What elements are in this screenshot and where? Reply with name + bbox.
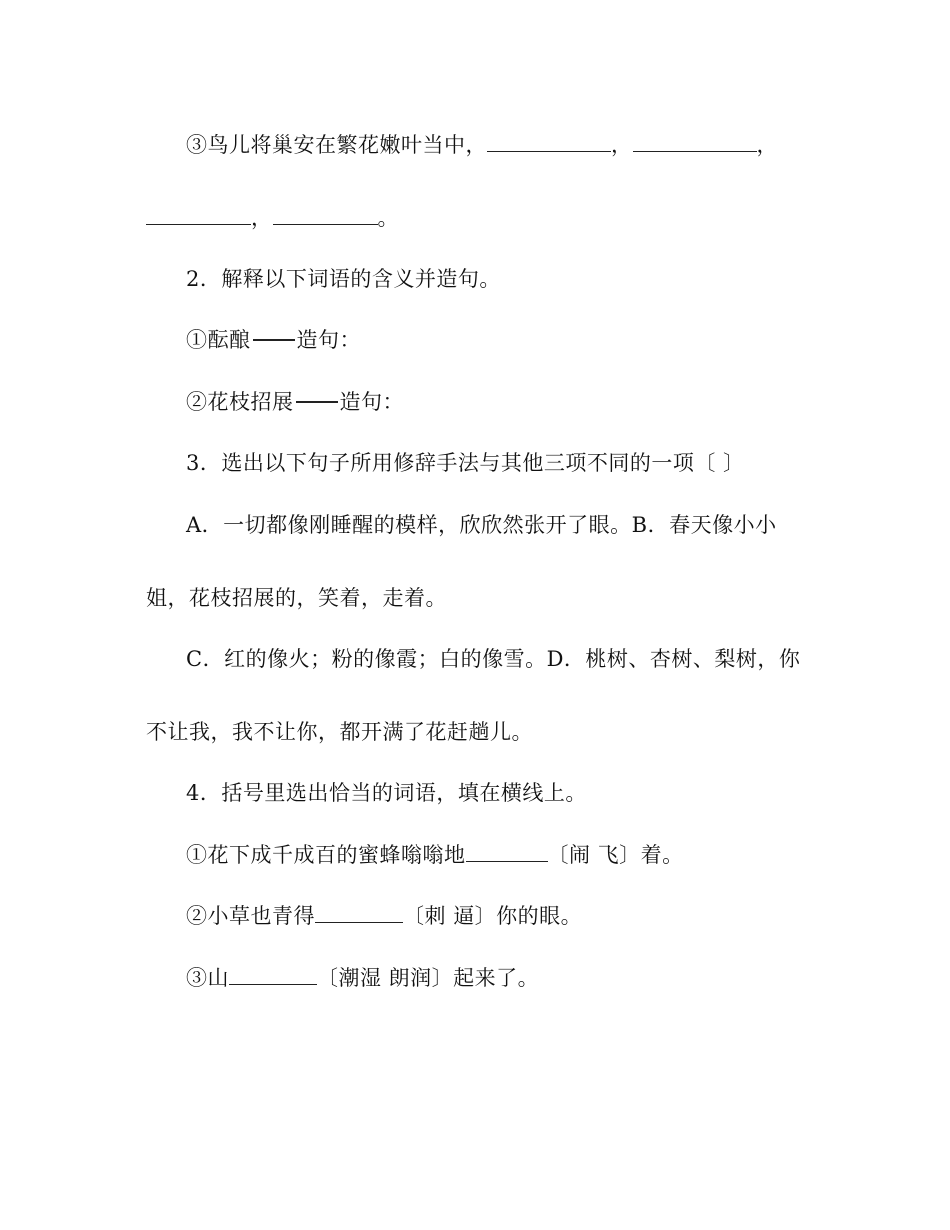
- q1-item3-line2: [146, 204, 399, 232]
- q4-item3-marker: ③: [186, 966, 208, 990]
- q4-item1-marker: ①: [186, 843, 208, 867]
- q3-heading: 3．选出以下句子所用修辞手法与其他三项不同的一项〔 〕: [186, 451, 745, 475]
- q3-options-ab-cont: 姐，花枝招展的，笑着，走着。: [146, 586, 447, 610]
- q4-item3: [186, 964, 539, 992]
- separator: ，: [611, 133, 633, 157]
- q4-item2-post: 〔刺 逼〕你的眼。: [403, 904, 583, 928]
- fill-blank[interactable]: [466, 843, 548, 862]
- q2-item2-word: 花枝招展: [207, 390, 294, 414]
- q3-options-cd-cont: 不让我，我不让你，都开满了花赶趟儿。: [146, 720, 533, 744]
- q2-heading: 2．解释以下词语的含义并造句。: [186, 267, 501, 291]
- q3-options-ab: A．一切都像刚睡醒的模样，欣欣然张开了眼。B．春天像小小: [186, 513, 777, 537]
- q1-item3-line1: [186, 131, 778, 159]
- q4-item2: [186, 902, 582, 930]
- separator: ，: [756, 133, 778, 157]
- q4-item1: [186, 841, 684, 869]
- em-dash: [253, 339, 295, 341]
- fill-blank[interactable]: [146, 206, 251, 225]
- q4-item1-pre: 花下成千成百的蜜蜂嗡嗡地: [207, 843, 466, 867]
- q2-item1: [186, 326, 361, 354]
- em-dash: [296, 401, 338, 403]
- q4-item1-post: 〔闹 飞〕着。: [547, 843, 684, 867]
- fill-blank[interactable]: [229, 966, 317, 985]
- sentence-end: 。: [377, 206, 399, 230]
- fill-blank[interactable]: [273, 206, 378, 225]
- fill-blank[interactable]: [487, 133, 611, 152]
- q1-item3-marker: ③: [186, 133, 208, 157]
- q1-item3-text: 鸟儿将巢安在繁花嫩叶当中，: [207, 133, 487, 157]
- fill-blank[interactable]: [633, 133, 757, 152]
- q3-options-cd: C．红的像火；粉的像霞；白的像雪。D．桃树、杏树、梨树，你: [186, 647, 801, 671]
- q2-item1-word: 酝酿: [207, 328, 251, 352]
- fill-blank[interactable]: [315, 904, 403, 923]
- q2-item2-suffix: 造句：: [339, 390, 404, 414]
- separator: ，: [251, 206, 273, 230]
- q4-item2-pre: 小草也青得: [207, 904, 315, 928]
- q2-item1-marker: ①: [186, 328, 208, 352]
- q2-item2: [186, 388, 404, 416]
- q4-item3-post: 〔潮湿 朗润〕起来了。: [317, 966, 540, 990]
- q2-item2-marker: ②: [186, 390, 208, 414]
- q4-heading: 4．括号里选出恰当的词语，填在横线上。: [186, 781, 587, 805]
- q2-item1-suffix: 造句：: [296, 328, 361, 352]
- q4-item2-marker: ②: [186, 904, 208, 928]
- q4-item3-pre: 山: [207, 966, 229, 990]
